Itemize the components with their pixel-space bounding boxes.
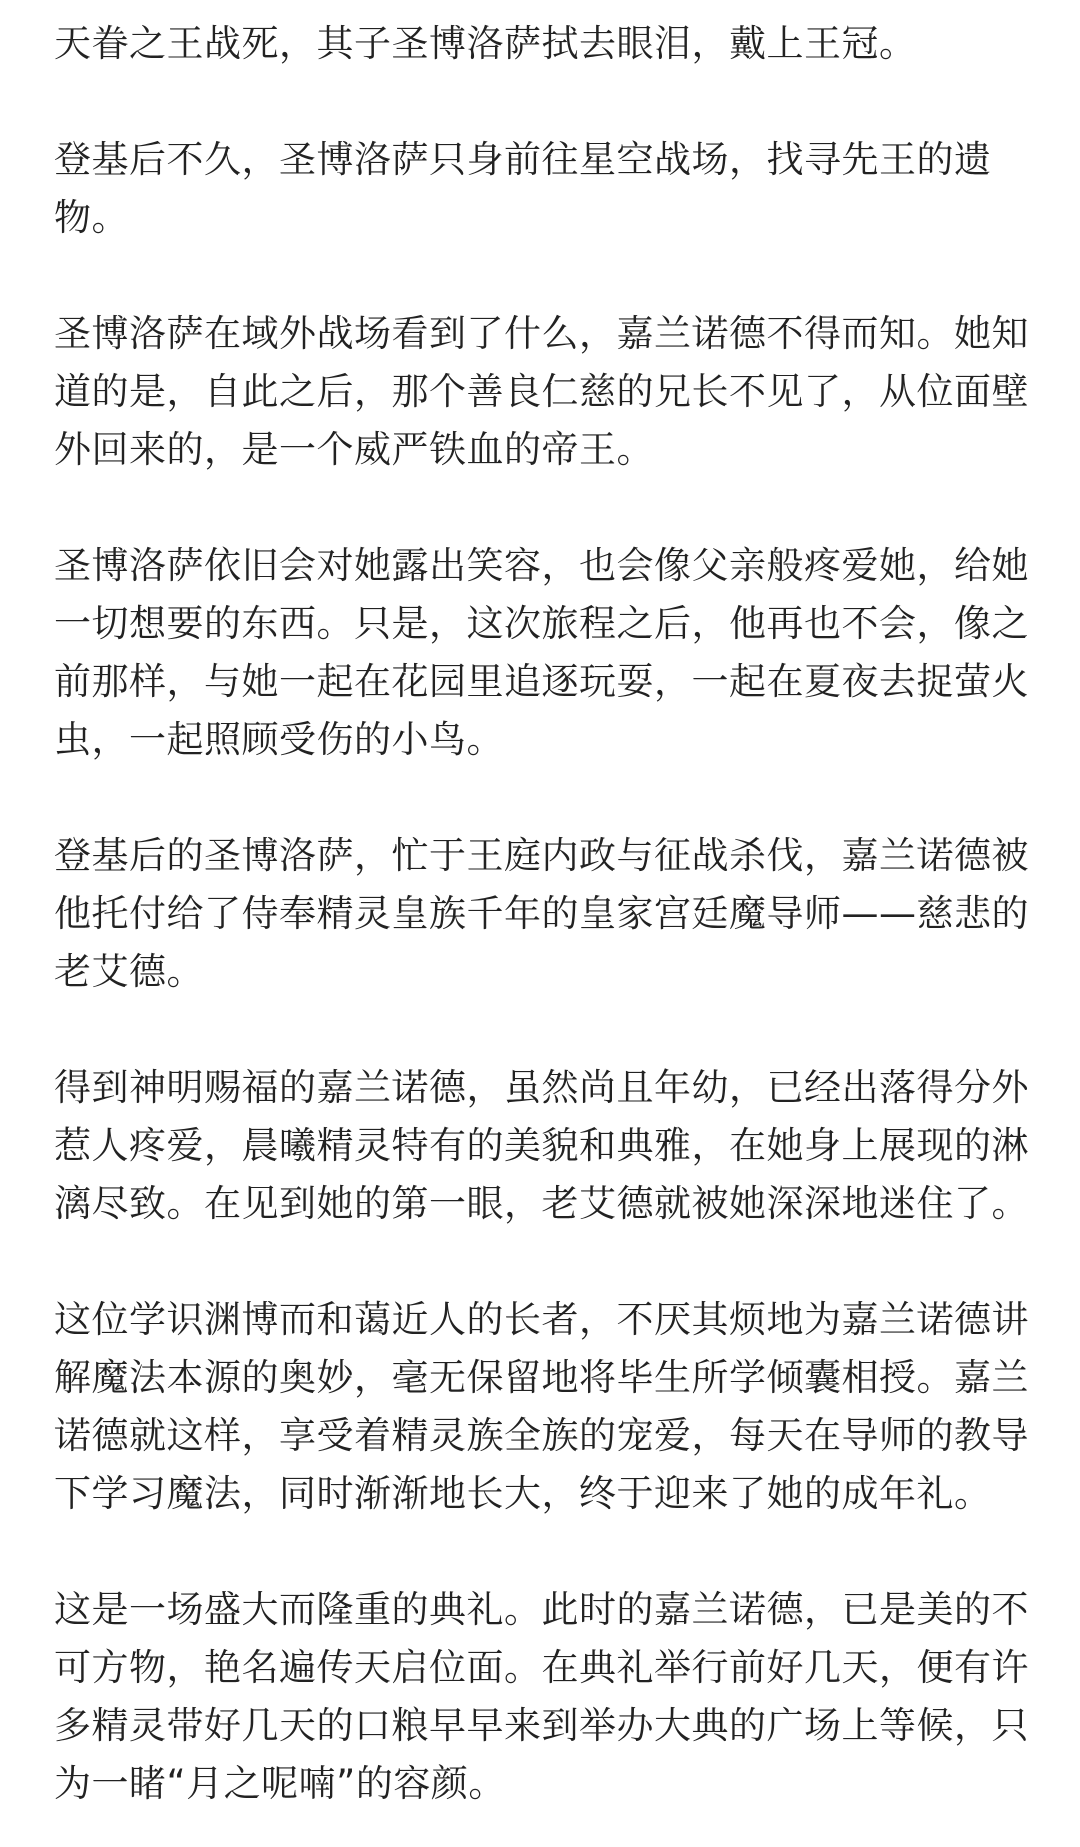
paragraph-3: 圣博洛萨在域外战场看到了什么，嘉兰诺德不得而知。她知道的是，自此之后，那个善良仁慈的兄长不见了，从位面壁外回来的，是一个威严铁血的帝王。	[54, 312, 1029, 471]
paragraph-4: 圣博洛萨依旧会对她露出笑容，也会像父亲般疼爱她，给她一切想要的东西。只是，这次旅程之后，他再也不会，像之前那样，与她一起在花园里追逐玩耍，一起在夏夜去捉萤火虫，一起照顾受伤的小鸟。	[54, 544, 1029, 761]
paragraph-1: 天眷之王战死，其子圣博洛萨拭去眼泪，戴上王冠。	[54, 22, 917, 65]
paragraph-6: 得到神明赐福的嘉兰诺德，虽然尚且年幼，已经出落得分外惹人疼爱，晨曦精灵特有的美貌和典雅，在她身上展现的淋漓尽致。在见到她的第一眼，老艾德就被她深深地迷住了。	[54, 1066, 1029, 1225]
paragraph-2: 登基后不久，圣博洛萨只身前往星空战场，找寻先王的遗物。	[54, 138, 992, 239]
paragraph-8: 这是一场盛大而隆重的典礼。此时的嘉兰诺德，已是美的不可方物，艳名遍传天启位面。在典礼举行前好几天，便有许多精灵带好几天的口粮早早来到举办大典的广场上等候，只为一睹“月之呢喃”的容颜。	[54, 1588, 1029, 1805]
paragraph-5: 登基后的圣博洛萨，忙于王庭内政与征战杀伐，嘉兰诺德被他托付给了侍奉精灵皇族千年的皇家宫廷魔导师——慈悲的老艾德。	[54, 834, 1029, 993]
paragraph-7: 这位学识渊博而和蔼近人的长者，不厌其烦地为嘉兰诺德讲解魔法本源的奥妙，毫无保留地将毕生所学倾囊相授。嘉兰诺德就这样，享受着精灵族全族的宠爱，每天在导师的教导下学习魔法，同时渐渐地长大，终于迎来了她的成年礼。	[54, 1298, 1029, 1515]
